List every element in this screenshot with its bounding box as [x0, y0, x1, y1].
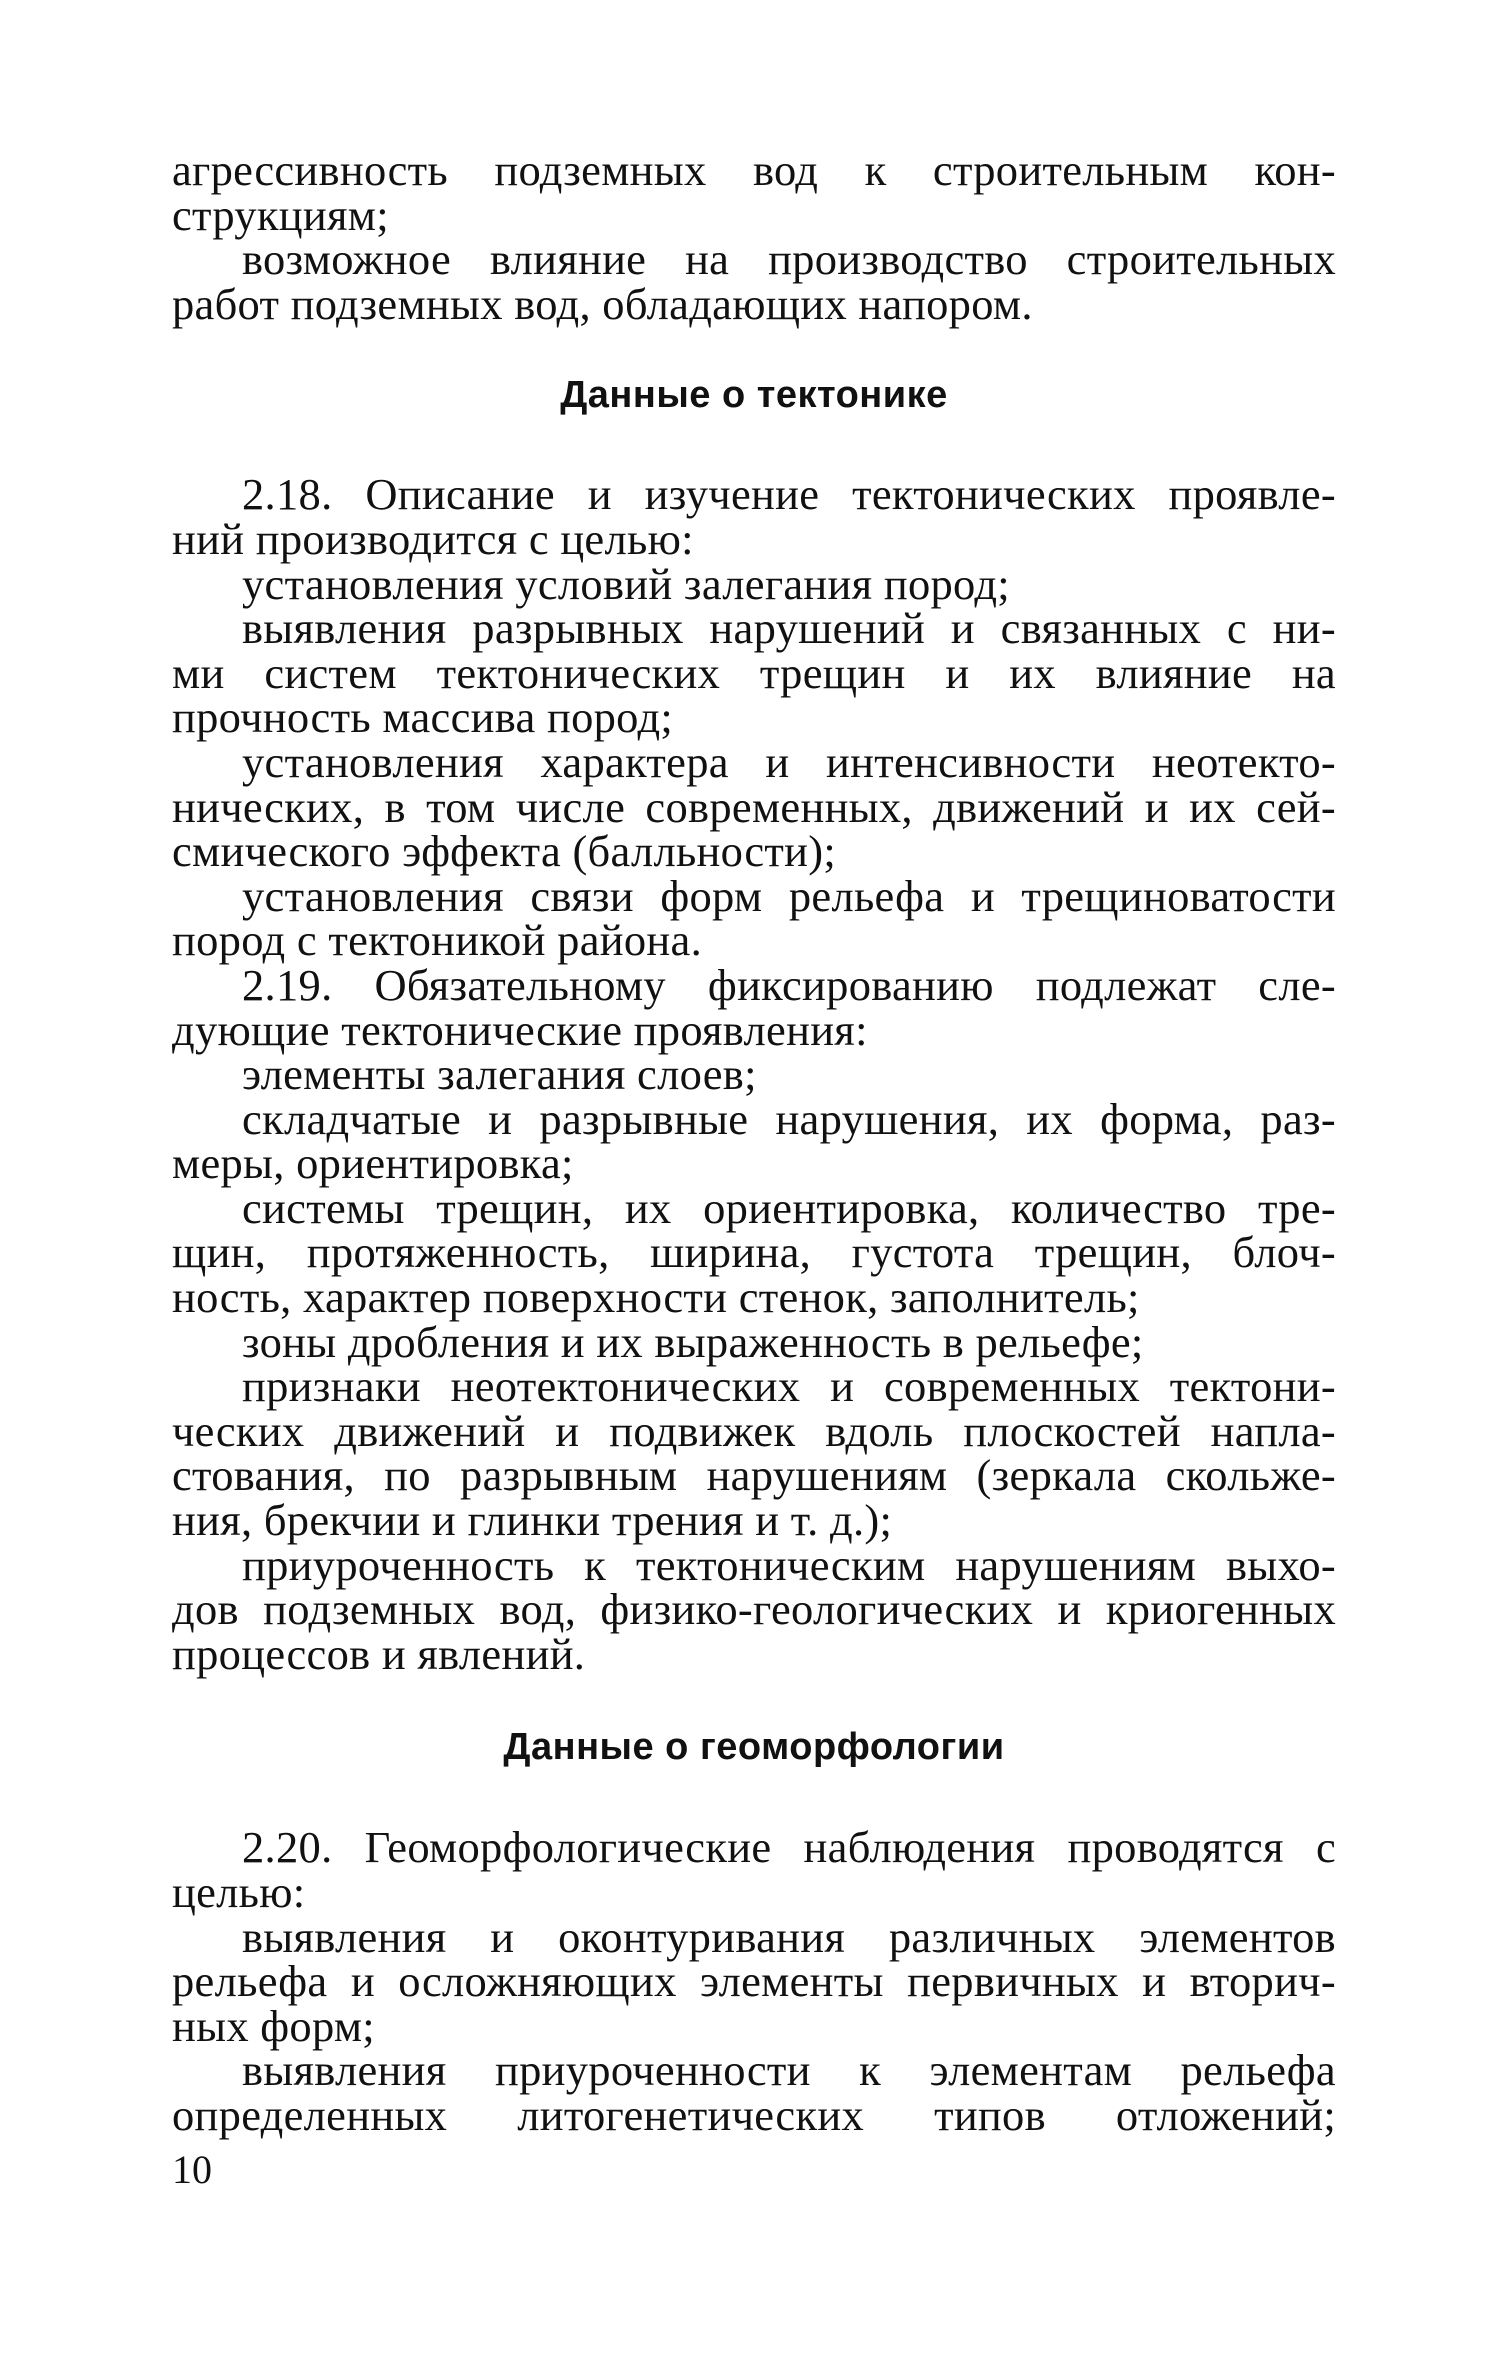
- text-line: зоны дробления и их выраженность в рельефе;: [242, 1316, 1144, 1367]
- text-line: рельефа и осложняющих элементы первичных и вторич-: [172, 1956, 1336, 2007]
- text-line: пород с тектоникой района.: [172, 915, 703, 966]
- section-heading-tectonics: Данные о тектонике: [560, 374, 948, 417]
- document-page: [172, 145, 1336, 2140]
- text-line: признаки неотектонических и современных тектони-: [242, 1361, 1336, 1412]
- page-number: 10: [172, 2147, 212, 2192]
- text-line: элементы залегания слоев;: [242, 1049, 757, 1100]
- text-line: 2.19. Обязательному фиксированию подлежат сле-: [242, 959, 1336, 1010]
- text-line: выявления разрывных нарушений и связанных с ни-: [242, 603, 1336, 654]
- text-line: складчатые и разрывные нарушения, их форма, раз-: [242, 1093, 1336, 1144]
- section-heading-geomorphology: Данные о геоморфологии: [503, 1726, 1005, 1769]
- text-line: стования, по разрывным нарушениям (зеркала скольже-: [172, 1450, 1336, 1501]
- text-line: агрессивность подземных вод к строительным кон-: [172, 145, 1336, 195]
- text-line: установления связи форм рельефа и трещиноватости: [242, 870, 1336, 921]
- text-line: установления характера и интенсивности неотекто-: [242, 736, 1336, 787]
- text-line: ность, характер поверхности стенок, заполнитель;: [172, 1272, 1140, 1323]
- text-line: ных форм;: [172, 2000, 375, 2051]
- text-line: струкциям;: [172, 189, 389, 240]
- text-line: ния, брекчии и глинки трения и т. д.);: [172, 1495, 893, 1546]
- text-line: процессов и явлений.: [172, 1628, 586, 1679]
- text-line: прочность массива пород;: [172, 692, 674, 743]
- text-line: выявления приуроченности к элементам рельефа: [242, 2045, 1336, 2096]
- text-line: определенных литогенетических типов отложений;: [172, 2089, 1336, 2140]
- text-line: системы трещин, их ориентировка, количество тре-: [242, 1182, 1336, 1233]
- text-line: щин, протяженность, ширина, густота трещин, блоч-: [172, 1227, 1336, 1278]
- text-line: ми систем тектонических трещин и их влияние на: [172, 647, 1336, 698]
- text-line: возможное влияние на производство строительных: [242, 234, 1336, 285]
- text-line: ческих движений и подвижек вдоль плоскостей напла-: [172, 1405, 1336, 1456]
- text-line: приуроченность к тектоническим нарушениям выхо-: [242, 1539, 1336, 1590]
- text-line: дов подземных вод, физико-геологических и криогенных: [172, 1584, 1336, 1635]
- text-line: дующие тектонические проявления:: [172, 1004, 868, 1055]
- text-line: нических, в том числе современных, движений и их сей-: [172, 781, 1336, 832]
- text-line: ний производится с целью:: [172, 513, 694, 564]
- text-line: целью:: [172, 1867, 306, 1917]
- text-line: 2.20. Геоморфологические наблюдения проводятся с: [242, 1822, 1336, 1873]
- text-line: работ подземных вод, обладающих напором.: [172, 278, 1033, 329]
- text-line: смического эффекта (балльности);: [172, 826, 837, 877]
- text-line: 2.18. Описание и изучение тектонических проявле-: [242, 469, 1336, 520]
- text-line: установления условий залегания пород;: [242, 558, 1010, 609]
- text-line: выявления и оконтуривания различных элементов: [242, 1911, 1336, 1962]
- text-line: меры, ориентировка;: [172, 1138, 574, 1189]
